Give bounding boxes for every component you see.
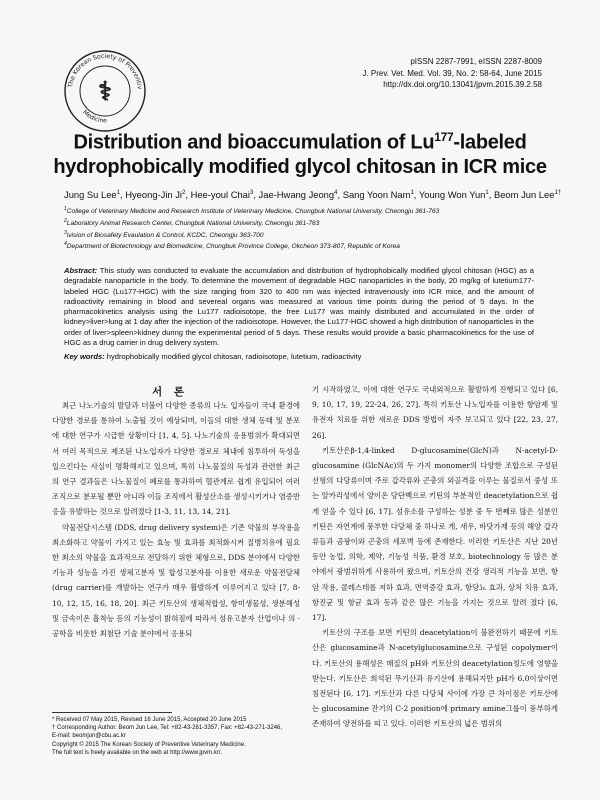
footnote-line: * Received 07 May 2015, Revised 16 June 2015, Accepted 20 June 2015 [52,717,247,723]
svg-text:⚕: ⚕ [97,77,113,107]
keywords-label: Key words: [64,352,105,361]
affiliation-text: ivision of Biosafety Evaulation & Control, KCDC, Cheongju 363-700 [66,231,264,239]
author-list: Jung Su Lee$^1$, Hyeong-Jin Ji$^2$, Hee-youl Chai$^3$, Jae-Hwang Jeong$^4$, Sang Yoon Nam$^1$, Young Won Yun$^1$, Beom Jun Lee$^{1\dagger}$ [64,189,562,200]
abstract [64,266,534,348]
author-name: Hyeong-Jin Ji [125,189,183,200]
abstract-label: Abstract: [64,266,98,275]
title-line-2: hydrophobically modified glycol chitosan in ICR mice [53,155,547,178]
keywords [64,352,534,362]
author-name: Sang Yoon Nam [342,189,411,200]
footnote-line: Copyright © 2015 The Korean Society of Preventive Veterinary Medicine. [52,741,246,748]
author-affiliation-mark: 1 [410,189,414,196]
footnote-divider [52,712,172,713]
body-paragraph: 키토산은β-1,4-linked D-glucosamine(GlcN)과 N-acetyl-D-glucosamine (GlcNAc)의 두 가지 monomer의 다양한 조합으로 구성된 선형의 다당류이며 주로 갑각류와 곤충의 외골격을 이루는 물질로서 중성 또는 알카리성에서 양이온 당단백으로 키틴의 부분적인 deacetylation으로 쉽게 얻을 수 있다 [6, 17]. 섬유소를 구성하는 성분 중 두 번째로 많은 성분인 키틴은 자연계에 풍부한 다당체 중 하나로 게, 새우, 바닷가재 등의 해양 갑각류들과 곰팡이와 곤충의 세포벽 등에 존재한다. 이러한 키토산은 지난 20년 동안 농업, 의학, 제약, 기능성 식품, 환경 보호, biotechnology 등 많은 분야에서 광범위하게 사용하여 왔으며, 키토산의 건강 생리적 기능을 보면, 항암 작용, 콜레스테롤 저하 효과, 면역증강 효과, 항당뇨 효과, 상처 치유 효과, 항진균 및 항균 효과 등과 같은 많은 기능을 가지는 것으로 알려 졌다 [6, 17]. [312,445,558,623]
title-part-1: Distribution and bioaccumulation of Lu [73,131,435,154]
author-name: Young Won Yun [418,189,486,200]
body-paragraph: 키토산의 구조를 보면 키틴의 deacetylation이 불완전하기 때문에 키토산은 glucosamine과 N-acetylglucosamine으로 구성된 copolymer이다. 키토산의 용해성은 매질의 pH와 키토산의 deacetylation정도에 영향을 받는다. 키토산은 희석된 무기산과 유기산에 용해되지만 pH가 6.0이상이면 침전된다 [6, 17]. 키토산과 다른 다당체 사이에 가장 큰 차이점은 키토산에는 glucosamine 잔기의 C-2 position에 primary amine그룹이 풍부하게 존재하여 양전하를 띠고 있다. 이러한 키토산의 넓은 범위의 [312,628,558,729]
author-name: Hee-youl Chai [190,189,250,200]
citation-line: J. Prev. Vet. Med. Vol. 39, No. 2: 58-64, June 2015 [362,68,542,78]
body-paragraph: 최근 나노기술의 발달과 더불어 다양한 종류의 나노 입자들이 국내 환경에 다양한 경로를 통하여 노출될 것이 예상되며, 이들의 대한 생체 동태 및 분포에 대한 연구가 시급한 상황이다 [1, 4, 5]. 나노기술의 응용범위가 확대되면서 여러 목적으로 제조된 나노입자가 다양한 경로로 체내에 침투하여 독성을 일으킨다는 사실이 명확해지고 있으며, 특히 나노물질의 독성과 관련한 최근의 연구 결과들은 나노물질이 폐로를 통과하여 혈관계로 쉽게 유입되어 여러 조직으로 분포될 뿐만 아니라 이들 조직에서 활성산소를 생성시키거나 염증반응을 유발하는 것으로 알려졌다 [1-3, 11, 13, 14, 21]. [52,401,300,517]
affiliation-text: College of Veterinary Medicine and Research Institute of Veterinary Medicine, Chungbuk National University, Cheongju 361-763 [66,208,440,216]
footnote-line: † Corresponding Author. Beom Jun Lee, Tel: +82-43-261-3357, Fax: +82-43-271-3246, [52,725,283,732]
author-affiliation-mark: 1† [554,189,562,196]
affiliation-mark: 4 [64,241,67,248]
body-paragraph: 기 시작하였고, 이에 대한 연구도 국내외적으로 활발하게 진행되고 있다 [6, 9, 10, 17, 19, 22-24, 26, 27]. 특히 키토산 나노입자를 이용한 항암제 및 유전자 치료를 위한 새로운 DDS 방법이 자주 보고되고 있다 [22, 23, 27, 26]. [312,385,558,440]
affiliation-line [64,240,544,252]
affiliations [64,205,544,252]
abstract-text: This study was conducted to evaluate the accumulation and distribution of hydrophobically modified glycol chitosan (HGC) as a degradable nanoparticle in the body. To determine the movement of degradable HGC nanoparticles in the body, 20 mg/kg of lutetium177-labeled HGC (Lu177-HGC) with the size ranging from 320 to 400 nm was injected intravenously into ICR mice, and the amount of radioactivity remaining in blood and severeal organs was measured at various time points during the period of 5 days. In the pharmacokinetics analysis using the Lu177 radioisotope, the free Lu177 was mainly distributed and accumulated in the order of kidney>liver>lung at 1 day after the injection of the radioisotope. However, the Lu177-HGC showed a high distribution of nanoparticles in the order of liver>spleen>kidney during the experimental period of 5 days. These results would provide a basic pharmacokinetics for the use of HGC as a drug carrier in drug delivery system. [64,266,534,348]
author-affiliation-mark: 3 [249,189,254,196]
author-affiliation-mark: 2 [182,189,186,196]
svg-text:The Korean Society of Preventi: The Korean Society of Preventiv [67,52,143,90]
keywords-text: hydrophobically modified glycol chitosan, radioisotope, lutetium, radioactivity [106,352,362,361]
affiliation-text: Laboratory Animal Research Center, Chungbuk National University, Cheongju 361-763 [66,219,320,227]
footnotes [52,716,302,757]
body-column-right [312,382,558,732]
svg-text:Medicine: Medicine [81,108,107,125]
issn-line: pISSN 2287-7991, eISSN 2287-8009 [410,57,542,66]
affiliation-mark: 1 [64,206,67,212]
author-name: Jung Su Lee [64,189,117,200]
author-affiliation-mark: 4 [334,189,338,196]
title-part-2: -labeled [453,131,527,154]
doi-line: http://dx.doi.org/10.13041/jpvm.2015.39.2.58 [383,80,542,89]
section-heading: 서 론 [152,386,188,398]
affiliation-line [64,229,544,241]
title-superscript: 177 [434,130,454,144]
body-paragraph: 약물전달시스템 (DDS, drug delivery system)은 기존 약물의 부작용을 최소화하고 약물이 가지고 있는 효능 및 효과를 최적화시켜 질병치유에 필요한 최소의 약물을 효과적으로 전달하기 위한 체형으로, DDS 분야에서 다양한 기능과 성능을 가진 생체고분자 및 합성고분자를 이용한 새로운 약물전달체(drug carrier)를 개발하는 연구가 매우 활발하게 이루어지고 있다 [7, 8-10, 12, 15, 16, 18, 20]. 최근 키토산의 생체적합성, 항미생물성, 생분해성 및 금속이온 흡착능 등의 기능성이 밝혀짐에 따라서 섬유고분자 산업이나 의 · 공학을 비롯한 최첨단 기술 분야에서 응용되 [52,522,300,639]
affiliation-line [64,205,544,217]
author-name: Beom Jun Lee [493,189,555,200]
footnote-line: The full text is freely available on the web at http://www.jpvm.kr/. [52,749,223,756]
body-column-left [52,398,300,641]
affiliation-line [64,217,544,229]
author-affiliation-mark: 1 [485,189,489,196]
society-seal-logo [62,48,148,134]
article-title [30,125,570,179]
author-affiliation-mark: 1 [116,189,120,196]
affiliation-mark: 2 [64,217,67,224]
affiliation-mark: 3 [64,229,67,236]
footnote-line: E-mail: beomjun@cbu.ac.kr [52,733,126,740]
author-name: Jae-Hwang Jeong [258,189,335,200]
publication-info [362,56,542,91]
affiliation-text: Department of Biotechnology and Biomedicine, Chungbuk Province College, Okcheon 373-807, Republic of Korea [66,243,400,251]
